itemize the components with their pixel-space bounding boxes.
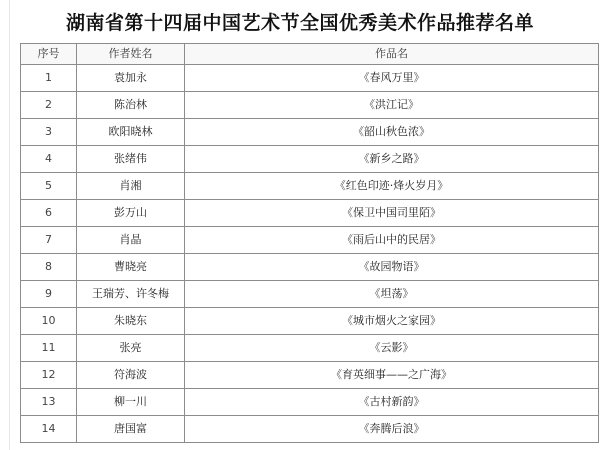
table-row <box>21 92 599 119</box>
row-work: 《城市烟火之家园》 <box>185 308 599 335</box>
row-number: 6 <box>21 200 77 227</box>
row-work: 《云影》 <box>185 335 599 362</box>
row-work: 《洪江记》 <box>185 92 599 119</box>
table-row <box>21 308 599 335</box>
row-number: 5 <box>21 173 77 200</box>
table-row <box>21 227 599 254</box>
document-title: 湖南省第十四届中国艺术节全国优秀美术作品推荐名单 <box>65 12 534 34</box>
row-number: 13 <box>21 389 77 416</box>
row-author: 唐国富 <box>77 416 185 443</box>
row-work: 《新乡之路》 <box>185 146 599 173</box>
row-author: 朱晓东 <box>77 308 185 335</box>
row-author: 陈治林 <box>77 92 185 119</box>
row-number: 9 <box>21 281 77 308</box>
row-author: 张绪伟 <box>77 146 185 173</box>
row-number: 11 <box>21 335 77 362</box>
row-author: 袁加永 <box>77 65 185 92</box>
row-work: 《坦荡》 <box>185 281 599 308</box>
table-row <box>21 389 599 416</box>
row-number: 14 <box>21 416 77 443</box>
table-row <box>21 200 599 227</box>
table-row <box>21 119 599 146</box>
table-row <box>21 65 599 92</box>
row-author: 张亮 <box>77 335 185 362</box>
row-work: 《育英细事——之广海》 <box>185 362 599 389</box>
table-row <box>21 146 599 173</box>
row-number: 10 <box>21 308 77 335</box>
row-number: 3 <box>21 119 77 146</box>
table-row <box>21 281 599 308</box>
row-work: 《雨后山中的民居》 <box>185 227 599 254</box>
row-author: 王瑞芳、许冬梅 <box>77 281 185 308</box>
row-author: 肖晶 <box>77 227 185 254</box>
row-author: 符海波 <box>77 362 185 389</box>
row-work: 《韶山秋色浓》 <box>185 119 599 146</box>
row-number: 7 <box>21 227 77 254</box>
row-author: 肖湘 <box>77 173 185 200</box>
row-work: 《红色印迹·烽火岁月》 <box>185 173 599 200</box>
row-number: 2 <box>21 92 77 119</box>
row-work: 《保卫中国司里陌》 <box>185 200 599 227</box>
row-author: 彭万山 <box>77 200 185 227</box>
header-author: 作者姓名 <box>77 44 185 65</box>
page-margin-line <box>9 0 10 450</box>
table-row <box>21 254 599 281</box>
recommendation-table <box>20 43 599 443</box>
row-author: 欧阳晓林 <box>77 119 185 146</box>
row-author: 柳一川 <box>77 389 185 416</box>
row-work: 《古村新韵》 <box>185 389 599 416</box>
row-work: 《春风万里》 <box>185 65 599 92</box>
table-row <box>21 173 599 200</box>
table-row <box>21 335 599 362</box>
row-author: 曹晓亮 <box>77 254 185 281</box>
row-number: 8 <box>21 254 77 281</box>
table-row <box>21 362 599 389</box>
table-header-row <box>21 44 599 65</box>
row-number: 4 <box>21 146 77 173</box>
table-row <box>21 416 599 443</box>
row-work: 《故园物语》 <box>185 254 599 281</box>
header-number: 序号 <box>21 44 77 65</box>
row-number: 1 <box>21 65 77 92</box>
row-work: 《奔腾后浪》 <box>185 416 599 443</box>
row-number: 12 <box>21 362 77 389</box>
header-work: 作品名 <box>185 44 599 65</box>
